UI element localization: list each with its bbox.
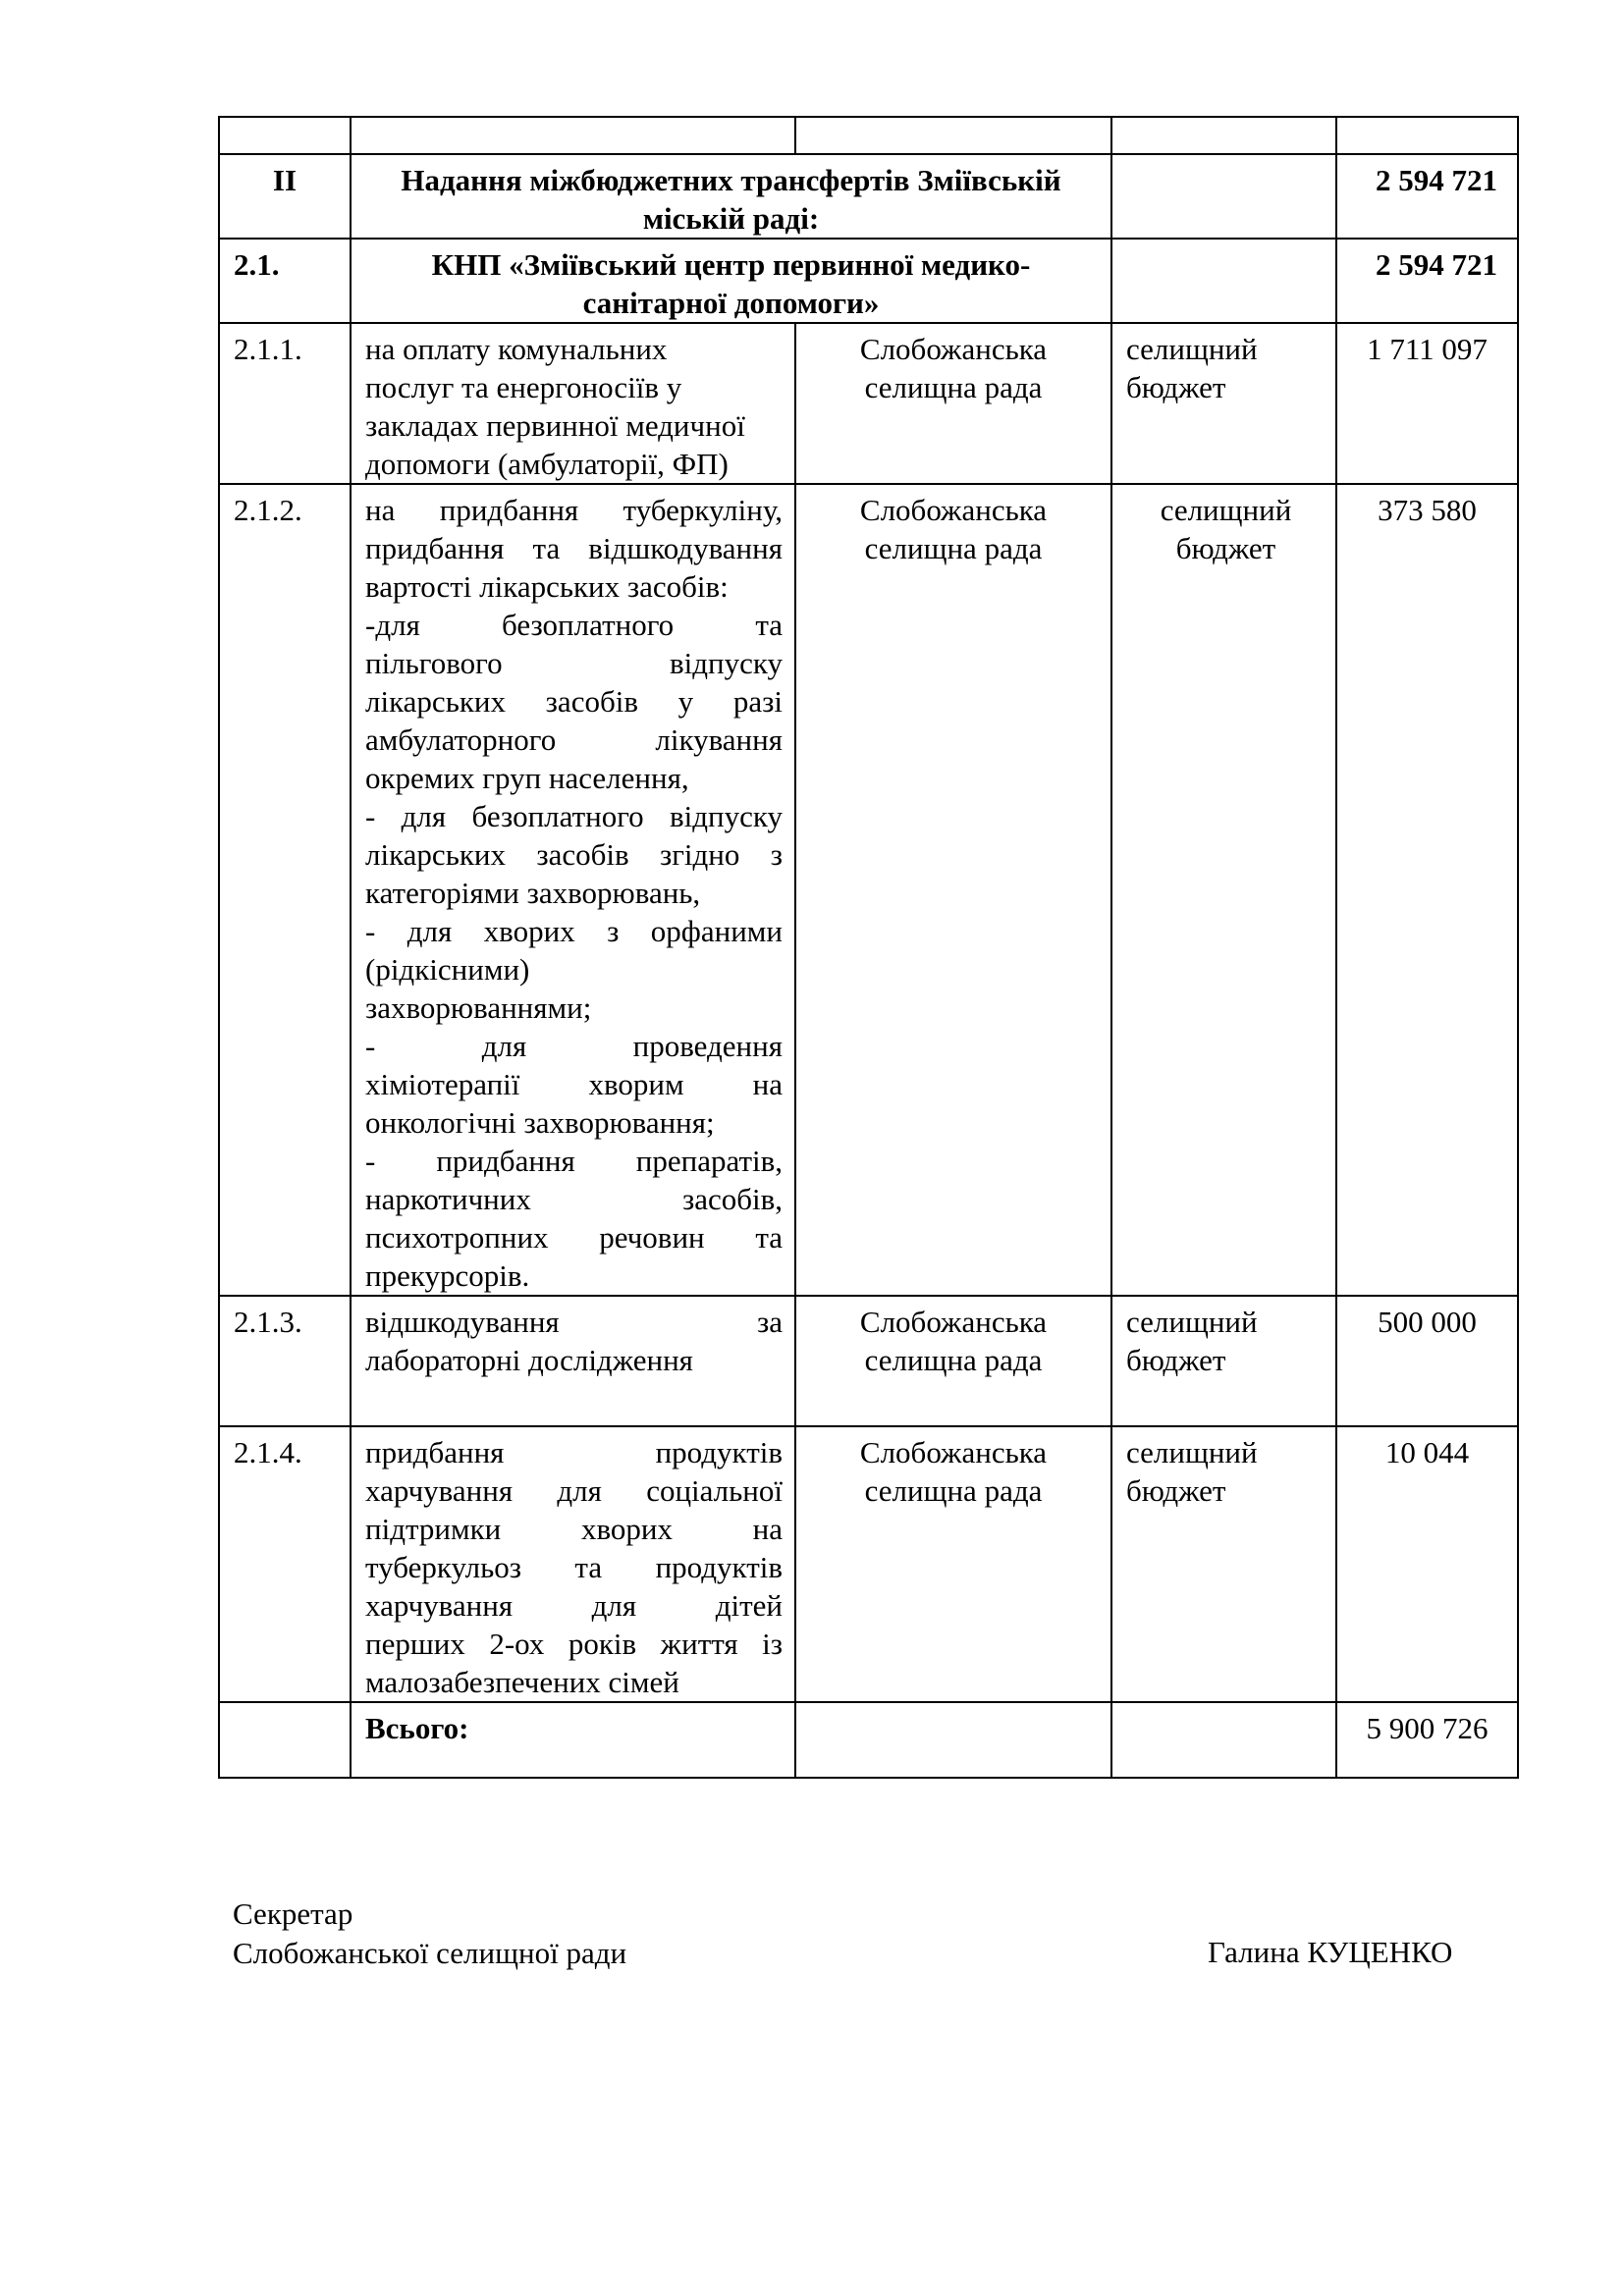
description-line: на придбання туберкуліну, [365, 493, 783, 527]
row-number: 2.1.4. [219, 1426, 351, 1702]
table-row [219, 484, 1518, 1296]
description-line: відшкодування за [365, 1305, 783, 1339]
description-line: закладах первинної медичної [365, 408, 745, 443]
subsection-sum: 2 594 721 [1336, 239, 1518, 323]
row-number: 2.1.3. [219, 1296, 351, 1426]
description-line: лабораторні дослідження [365, 1343, 693, 1377]
description-line: - придбання препаратів, [365, 1144, 783, 1178]
signature-name: Галина КУЦЕНКО [1208, 1935, 1453, 1969]
row-executor: Слобожанська селищна рада [795, 484, 1111, 1296]
row-sum: 1 711 097 [1336, 323, 1518, 484]
table-cell [1111, 1702, 1336, 1778]
description-line: придбання та відшкодування [365, 531, 783, 565]
table-row [219, 1296, 1518, 1426]
description-line: хіміотерапії хворим на [365, 1067, 783, 1101]
table-row-section [219, 154, 1518, 239]
row-executor: Слобожанська селищна рада [795, 1426, 1111, 1702]
description-line: малозабезпечених сімей [365, 1665, 679, 1699]
description-line: окремих груп населення, [365, 761, 689, 795]
section-title: Надання міжбюджетних трансфертів Зміївській міській раді: [351, 154, 1111, 239]
subsection-number: 2.1. [219, 239, 351, 323]
signature-position-line1: Секретар [233, 1896, 353, 1931]
description-line: підтримки хворих на [365, 1512, 783, 1546]
table-row [219, 1426, 1518, 1702]
description-line: захворюваннями; [365, 990, 592, 1025]
table-cell [219, 1702, 351, 1778]
description-line: пільгового відпуску [365, 646, 783, 680]
subsection-title: КНП «Зміївський центр первинної медико-санітарної допомоги» [351, 239, 1111, 323]
row-source: селищний бюджет [1111, 1426, 1336, 1702]
description-line: - для безоплатного відпуску [365, 799, 783, 833]
description-line: придбання продуктів [365, 1435, 783, 1469]
description-line: лікарських засобів згідно з [365, 837, 783, 872]
description-line: категоріями захворювань, [365, 876, 701, 910]
table-cell [219, 117, 351, 154]
row-executor: Слобожанська селищна рада [795, 323, 1111, 484]
description-line: перших 2-ох років життя із [365, 1627, 783, 1661]
row-sum: 373 580 [1336, 484, 1518, 1296]
description-line: - для проведення [365, 1029, 783, 1063]
row-sum: 10 044 [1336, 1426, 1518, 1702]
row-source: селищний бюджет [1111, 484, 1336, 1296]
table-cell [1111, 117, 1336, 154]
description-line: допомоги (амбулаторії, ФП) [365, 447, 729, 481]
row-executor: Слобожанська селищна рада [795, 1296, 1111, 1426]
description-line: туберкульоз та продуктів [365, 1550, 783, 1584]
table-row [219, 323, 1518, 484]
description-line: вартості лікарських засобів: [365, 569, 729, 604]
section-number: II [219, 154, 351, 239]
total-sum: 5 900 726 [1336, 1702, 1518, 1778]
description-line: амбулаторного лікування [365, 722, 783, 757]
row-description [351, 1296, 795, 1426]
total-label: Всього: [351, 1702, 795, 1778]
table-row-empty [219, 117, 1518, 154]
description-line: прекурсорів. [365, 1258, 530, 1293]
table-cell [351, 117, 795, 154]
row-number: 2.1.1. [219, 323, 351, 484]
row-sum: 500 000 [1336, 1296, 1518, 1426]
table-cell [1111, 154, 1336, 239]
row-source: селищний бюджет [1111, 323, 1336, 484]
row-description [351, 1426, 795, 1702]
description-line: онкологічні захворювання; [365, 1105, 715, 1140]
table-cell [795, 117, 1111, 154]
description-line: - для хворих з орфаними [365, 914, 783, 948]
section-sum: 2 594 721 [1336, 154, 1518, 239]
table-cell [795, 1702, 1111, 1778]
row-description [351, 323, 795, 484]
description-line: лікарських засобів у разі [365, 684, 783, 719]
table-cell [1336, 117, 1518, 154]
description-line: -для безоплатного та [365, 608, 783, 642]
table-row-subsection [219, 239, 1518, 323]
budget-table [218, 116, 1519, 1779]
description-line: послуг та енергоносіїв у [365, 370, 682, 404]
row-number: 2.1.2. [219, 484, 351, 1296]
description-line: наркотичних засобів, [365, 1182, 783, 1216]
description-line: психотропних речовин та [365, 1220, 783, 1255]
signature-position-line2: Слобожанської селищної ради [233, 1936, 627, 1970]
description-line: на оплату комунальних [365, 332, 668, 366]
row-description [351, 484, 795, 1296]
description-line: харчування для дітей [365, 1588, 783, 1623]
table-cell [1111, 239, 1336, 323]
description-line: харчування для соціальної [365, 1473, 783, 1508]
description-line: (рідкісними) [365, 952, 530, 987]
table-row-total [219, 1702, 1518, 1778]
row-source: селищний бюджет [1111, 1296, 1336, 1426]
